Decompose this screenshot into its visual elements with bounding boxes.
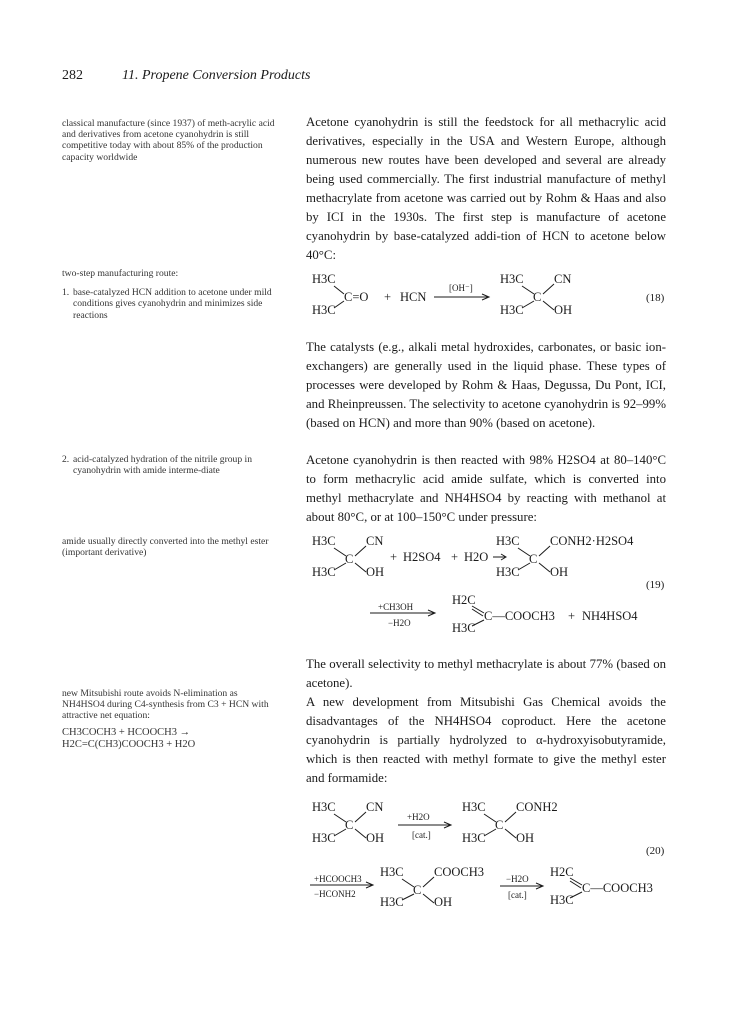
sidebar-note-two-step xyxy=(62,268,280,321)
h3c-label: H3C xyxy=(452,621,476,635)
paragraph-text: Acetone cyanohydrin is still the feedstock for all methacrylic acid derivatives, especially in the USA and Western Europe, although numerous new routes have been developed and several are already being used commercially. The first industrial manufacture of methyl methacrylate from acetone was carried out by Rohm & Haas and also by ICI in the 1930s. The first step is manufacture of acetone cyanohydrin by base-catalyzed addi-tion of HCN to acetone below 40°C: xyxy=(306,115,666,262)
methanol-reagent: +CH3OH xyxy=(378,602,414,612)
oh-label: OH xyxy=(550,565,569,579)
h3c-label: H3C xyxy=(312,303,336,317)
paragraph-selectivity xyxy=(306,655,666,693)
carbon-atom: C xyxy=(345,552,354,566)
sidebar-step-list-2 xyxy=(62,454,280,476)
sidebar-note-hydration xyxy=(62,454,280,476)
sidebar-note-title: two-step manufacturing route: xyxy=(62,268,179,279)
sidebar-step-list xyxy=(62,287,280,321)
bond-line xyxy=(355,812,366,822)
paragraph-text: Acetone cyanohydrin is then reacted with 98% H2SO4 at 80–140°C to form methacrylic acid amide sulfate, which is converted into methyl methacrylate and NH4HSO4 by reacting with methanol at about 80°C, or at 100–150°C under pressure: xyxy=(306,453,666,524)
running-title xyxy=(122,68,310,84)
paragraph-mitsubishi xyxy=(306,693,666,788)
water-byproduct: −H2O xyxy=(506,874,529,884)
step-number: 2. xyxy=(62,454,70,465)
oh-label: OH xyxy=(516,831,535,845)
bond-line xyxy=(543,284,554,294)
amide-sulfate-label: CONH2·H2SO4 xyxy=(550,534,634,548)
bond-line xyxy=(423,877,434,887)
carbon-atom: C xyxy=(495,818,504,832)
h3c-label: H3C xyxy=(550,893,574,907)
double-bond-line xyxy=(472,606,484,613)
sidebar-note-text: new Mitsubishi route avoids N-elimination as NH4HSO4 during C4-synthesis from C3 + HCN with attractive net equation: xyxy=(62,688,269,722)
h2c-label: H2C xyxy=(550,865,574,879)
paragraph-text: A new development from Mitsubishi Gas Chemical avoids the disadvantages of the NH4HSO4 coproduct. Here the acetone cyanohydrin is partially hydrolyzed to α-hydroxyisobutyramide, which is then reacted with methyl formate to give the methyl ester and formamide: xyxy=(306,695,666,785)
ammonium-bisulfate-label: NH4HSO4 xyxy=(582,609,638,623)
water-byproduct: −H2O xyxy=(388,618,411,628)
methyl-formate-reagent: +HCOOCH3 xyxy=(314,874,362,884)
catalyst-label: [OH⁻] xyxy=(449,283,473,293)
h3c-label: H3C xyxy=(500,272,524,286)
ester-label: COOCH3 xyxy=(434,865,485,879)
cn-label: CN xyxy=(366,534,384,548)
sidebar-step-2 xyxy=(62,454,280,476)
h2so4-label: H2SO4 xyxy=(403,550,441,564)
paragraph-text: The overall selectivity to methyl methacrylate is about 77% (based on acetone). xyxy=(306,657,666,690)
water-reagent: +H2O xyxy=(407,812,430,822)
hcn-label: HCN xyxy=(400,290,427,304)
h2c-label: H2C xyxy=(452,593,476,607)
sidebar-note-mitsubishi xyxy=(62,688,280,752)
h3c-label: H3C xyxy=(500,303,524,317)
equation-number: (20) xyxy=(646,845,665,857)
page-number: 282 xyxy=(62,68,83,83)
bond-line xyxy=(355,829,366,838)
sidebar-note-text: classical manufacture (since 1937) of meth-acrylic acid and derivatives from acetone cyanohydrin is still competitive today with about 85% of the production capacity worldwide xyxy=(62,118,275,163)
equation-number: (19) xyxy=(646,579,665,591)
step-text: base-catalyzed HCN addition to acetone under mild conditions gives cyanohydrin and minimizes side reactions xyxy=(73,287,272,321)
bond-line xyxy=(539,546,550,556)
equation-number: (18) xyxy=(646,292,665,304)
sidebar-net-equation-line1: CH3COCH3 + HCOOCH3 → xyxy=(62,726,191,738)
carbon-atom: C xyxy=(345,818,354,832)
h3c-label: H3C xyxy=(312,831,336,845)
paragraph-catalysts xyxy=(306,338,666,433)
bond-line xyxy=(334,286,344,294)
h3c-label: H3C xyxy=(496,534,520,548)
cn-label: CN xyxy=(554,272,572,286)
plus-sign: + xyxy=(390,550,398,564)
h3c-label: H3C xyxy=(380,895,404,909)
equation-19 xyxy=(306,532,670,640)
ester-group-label: C—COOCH3 xyxy=(582,881,653,895)
bond-line xyxy=(355,546,366,556)
oh-label: OH xyxy=(434,895,453,909)
oh-label: OH xyxy=(554,303,573,317)
step-number: 1. xyxy=(62,287,70,299)
sidebar-step-1 xyxy=(62,287,280,321)
paragraph-hydration xyxy=(306,451,666,527)
sidebar-note-classical xyxy=(62,118,280,163)
plus-sign: + xyxy=(384,290,392,304)
oh-label: OH xyxy=(366,565,385,579)
step-text: acid-catalyzed hydration of the nitrile group in cyanohydrin with amide interme-diate xyxy=(73,454,253,477)
sidebar-note-amide xyxy=(62,536,280,558)
h3c-label: H3C xyxy=(312,800,336,814)
ester-group-label: C—COOCH3 xyxy=(484,609,555,623)
h3c-label: H3C xyxy=(380,865,404,879)
plus-sign: + xyxy=(568,609,576,623)
paragraph-text: The catalysts (e.g., alkali metal hydroxides, carbonates, or basic ion-exchangers) are generally used in the liquid phase. These types of processes were developed by Rohm & Haas, Degussa, Du Pont, ICI, and Rheinpreussen. The selectivity to acetone cyanohydrin is 92–99% (based on HCN) and more than 90% (based on acetone). xyxy=(306,340,666,430)
plus-sign: + xyxy=(451,550,459,564)
h3c-label: H3C xyxy=(312,565,336,579)
paragraph-acetone-cyanohydrin xyxy=(306,113,666,265)
carbonyl-label: C=O xyxy=(344,290,369,304)
equation-20 xyxy=(306,798,670,910)
h3c-label: H3C xyxy=(496,565,520,579)
double-bond-line xyxy=(570,878,582,885)
double-bond-line xyxy=(472,609,483,616)
double-bond-line xyxy=(570,881,581,888)
bond-line xyxy=(505,812,516,822)
carbon-atom: C xyxy=(413,883,422,897)
h3c-label: H3C xyxy=(312,272,336,286)
h3c-label: H3C xyxy=(312,534,336,548)
carbon-atom: C xyxy=(529,552,538,566)
amide-label: CONH2 xyxy=(516,800,558,814)
bond-line xyxy=(505,829,516,838)
sidebar-note-text: amide usually directly converted into the methyl ester (important derivative) xyxy=(62,536,269,559)
catalyst-label: [cat.] xyxy=(508,890,527,900)
running-title-text: 11. Propene Conversion Products xyxy=(122,68,311,83)
h2o-label: H2O xyxy=(464,550,489,564)
carbon-atom: C xyxy=(533,290,542,304)
oh-label: OH xyxy=(366,831,385,845)
formamide-byproduct: −HCONH2 xyxy=(314,889,356,899)
sidebar-net-equation-line2: H2C=C(CH3)COOCH3 + H2O xyxy=(62,739,196,751)
bond-line xyxy=(355,563,366,572)
bond-line xyxy=(423,894,434,903)
h3c-label: H3C xyxy=(462,800,486,814)
cn-label: CN xyxy=(366,800,384,814)
bond-line xyxy=(539,563,550,572)
equation-18 xyxy=(306,270,670,330)
h3c-label: H3C xyxy=(462,831,486,845)
catalyst-label: [cat.] xyxy=(412,830,431,840)
bond-line xyxy=(543,301,554,310)
